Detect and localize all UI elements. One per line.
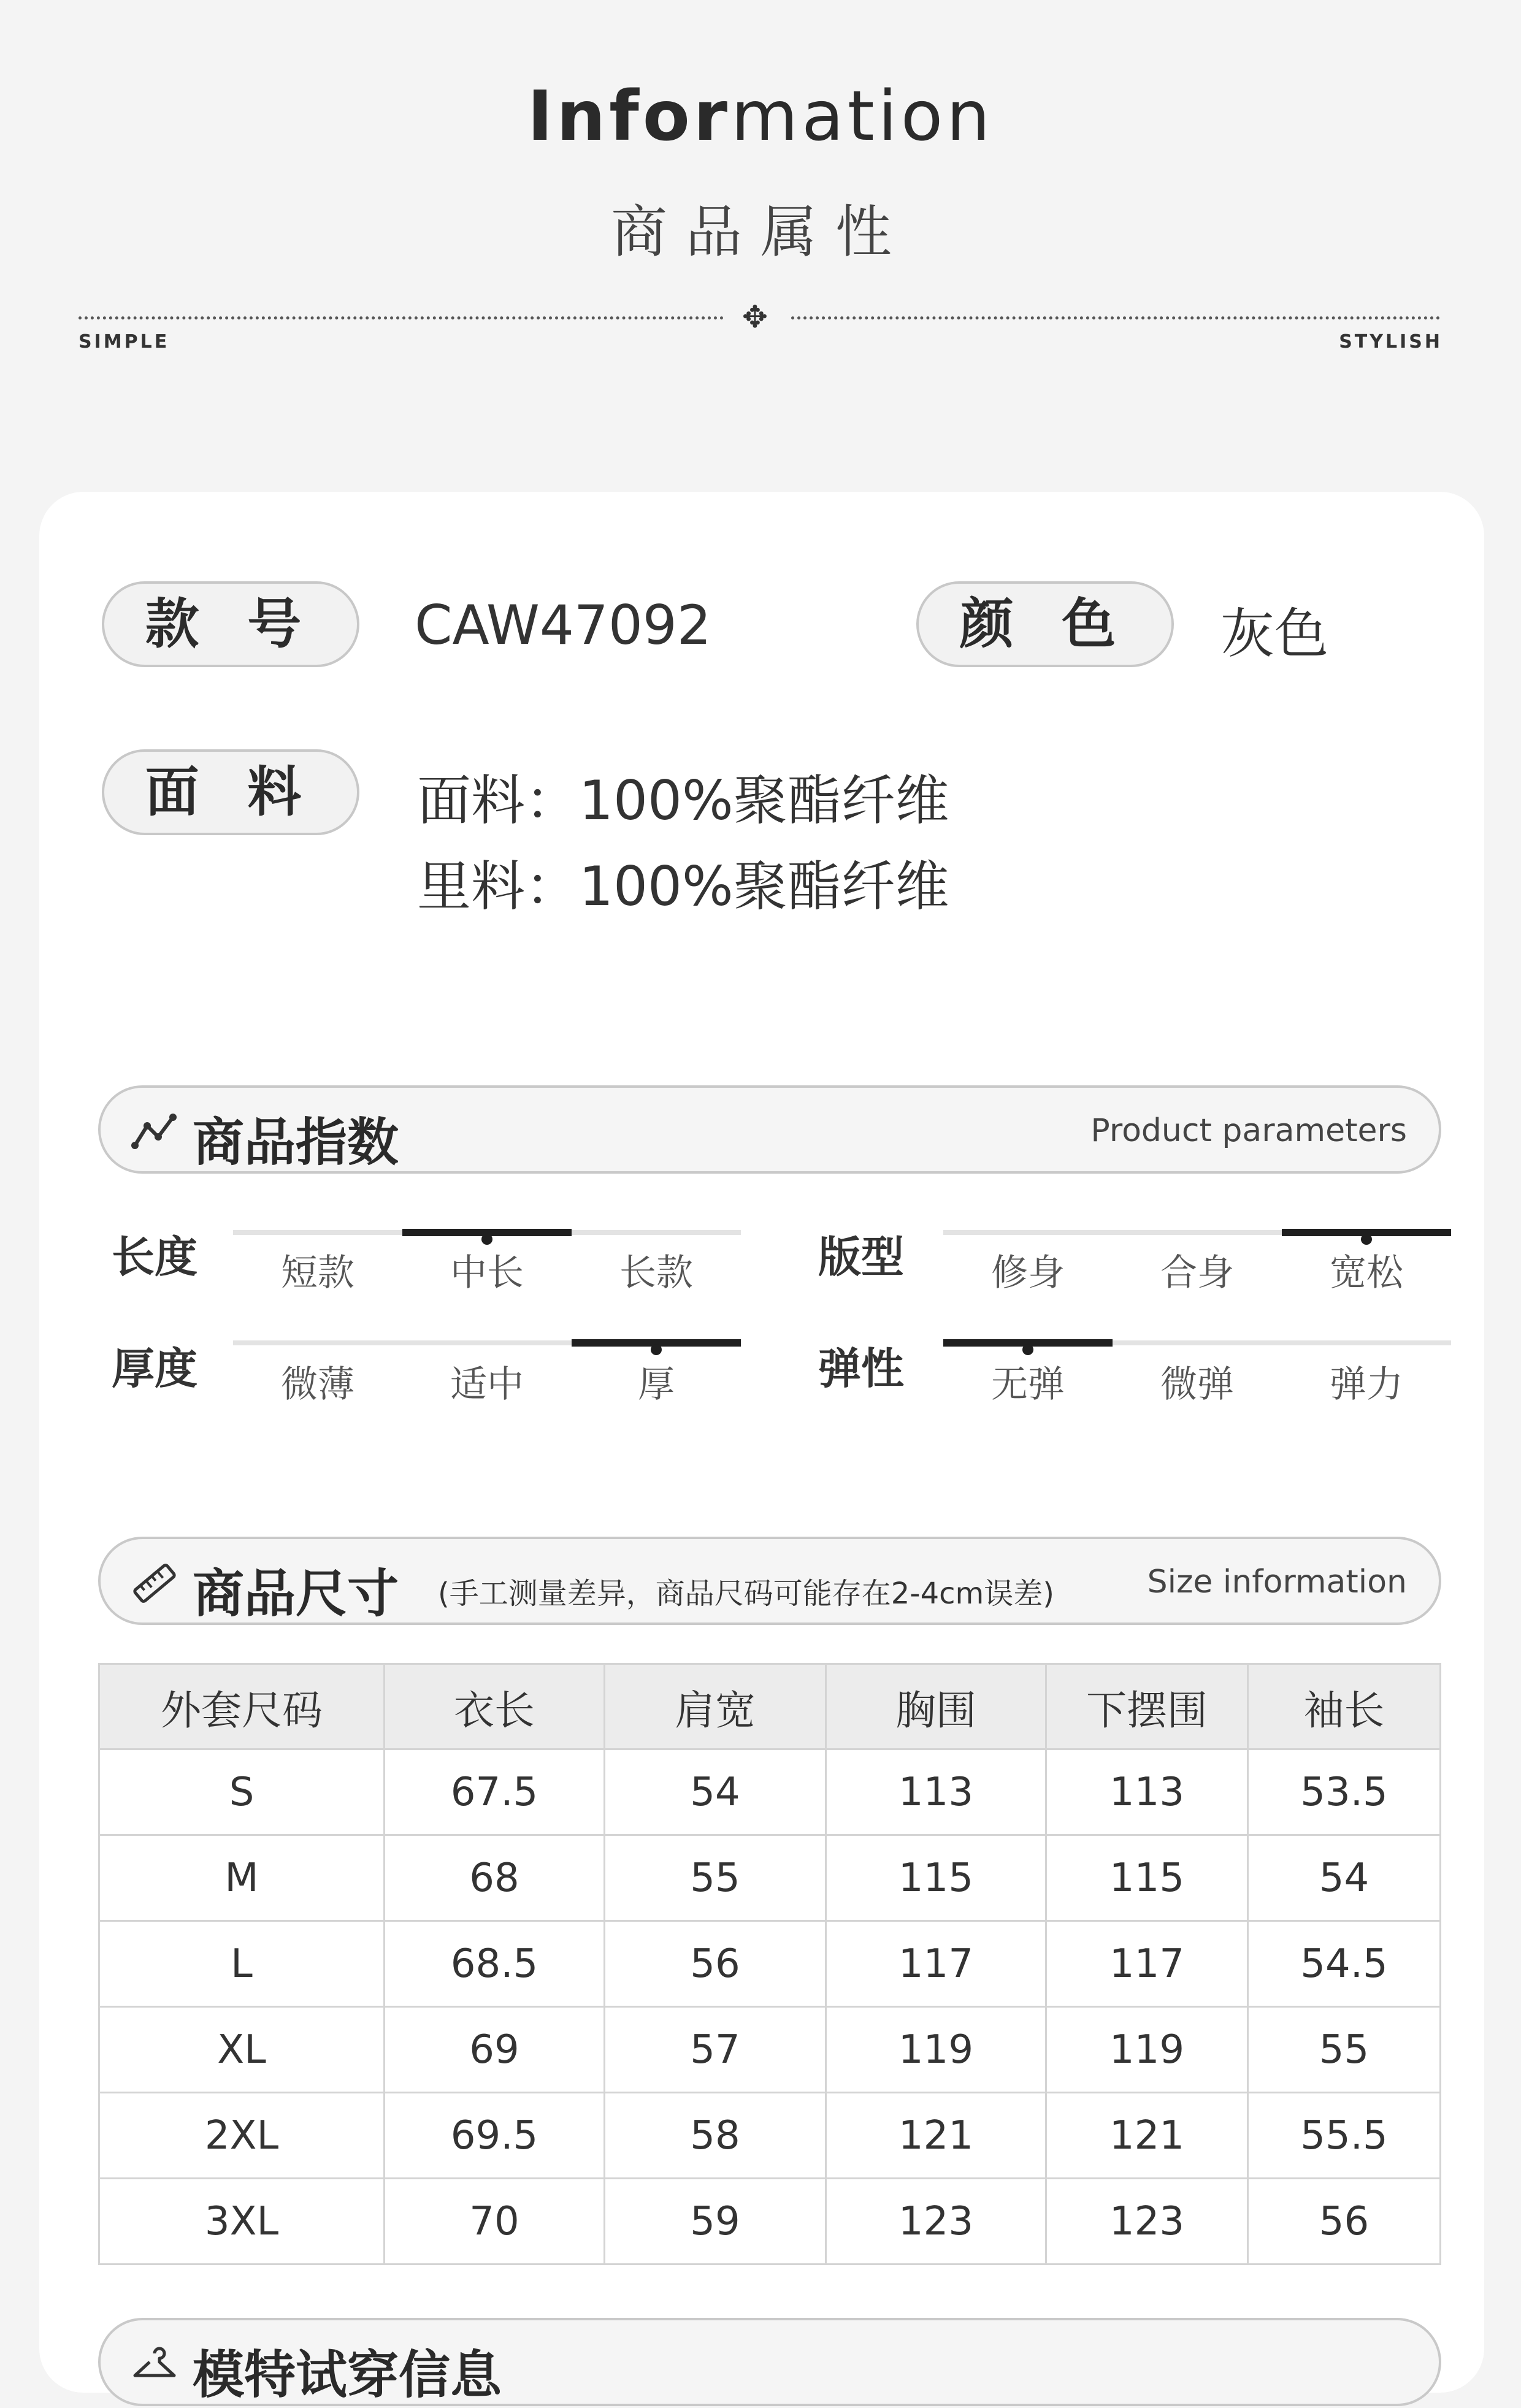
model-info-title: 模特试穿信息 [193, 2345, 502, 2405]
table-cell: 121 [1046, 2093, 1248, 2179]
model-info-bar [98, 2318, 1441, 2406]
scale-option: 厚 [638, 1363, 675, 1406]
simple-tag: SIMPLE [79, 331, 170, 353]
fabric-line-lining: 里料：100%聚酯纤维 [417, 855, 949, 918]
scale-marker-length [402, 1229, 572, 1236]
table-cell: 117 [826, 1921, 1046, 2007]
table-cell: S [99, 1749, 385, 1835]
header-cell: 衣长 [385, 1664, 605, 1749]
table-cell: 56 [605, 1921, 826, 2007]
cross-arrows-icon: ✥ [742, 299, 768, 335]
product-index-bar [98, 1085, 1441, 1174]
scale-label-elasticity: 弹性 [818, 1344, 904, 1394]
table-cell: 56 [1248, 2179, 1441, 2265]
table-row [99, 2179, 1441, 2265]
stylish-tag: STYLISH [1339, 331, 1442, 353]
table-cell: 55 [605, 1835, 826, 1921]
hanger-icon [131, 2345, 178, 2384]
scale-marker-elasticity [943, 1339, 1113, 1347]
table-cell: 53.5 [1248, 1749, 1441, 1835]
scale-option: 微薄 [281, 1363, 354, 1406]
table-cell: M [99, 1835, 385, 1921]
scale-option: 修身 [991, 1252, 1065, 1294]
table-cell: 54.5 [1248, 1921, 1441, 2007]
table-cell: 69 [385, 2007, 605, 2093]
style-no-label: 款 号 [102, 581, 359, 667]
table-cell: 113 [826, 1749, 1046, 1835]
table-row [99, 1749, 1441, 1835]
table-cell: 121 [826, 2093, 1046, 2179]
table-cell: 115 [1046, 1835, 1248, 1921]
table-cell: 54 [605, 1749, 826, 1835]
table-cell: 123 [1046, 2179, 1248, 2265]
fabric-label: 面 料 [102, 749, 359, 835]
table-cell: 54 [1248, 1835, 1441, 1921]
scale-marker-thickness [572, 1339, 741, 1347]
table-cell: 119 [826, 2007, 1046, 2093]
table-row [99, 2093, 1441, 2179]
scale-option: 宽松 [1330, 1252, 1403, 1294]
scale-line-fit [943, 1230, 1451, 1235]
scale-option: 无弹 [991, 1363, 1065, 1406]
title-rest-part: mation [731, 77, 994, 156]
product-index-title-en: Product parameters [1090, 1112, 1407, 1149]
table-cell: 68 [385, 1835, 605, 1921]
table-cell: L [99, 1921, 385, 2007]
scale-label-thickness: 厚度 [112, 1344, 197, 1394]
table-header-row [99, 1664, 1441, 1749]
title-bold-part: Infor [527, 77, 732, 156]
size-info-title-en: Size information [1147, 1564, 1407, 1600]
fabric-line-outer: 面料：100%聚酯纤维 [417, 769, 949, 832]
table-cell: 68.5 [385, 1921, 605, 2007]
table-cell: 67.5 [385, 1749, 605, 1835]
scale-option: 适中 [450, 1363, 524, 1406]
scale-line-elasticity [943, 1340, 1451, 1345]
table-cell: 55 [1248, 2007, 1441, 2093]
table-row [99, 2007, 1441, 2093]
table-cell: 113 [1046, 1749, 1248, 1835]
page-subtitle: 商品属性 [610, 199, 910, 265]
scale-option: 中长 [450, 1252, 524, 1294]
header-cell: 肩宽 [605, 1664, 826, 1749]
table-cell: 3XL [99, 2179, 385, 2265]
header-cell: 下摆围 [1046, 1664, 1248, 1749]
line-graph-icon [131, 1112, 178, 1152]
size-info-title: 商品尺寸 [193, 1564, 399, 1624]
table-cell: 2XL [99, 2093, 385, 2179]
table-row [99, 1835, 1441, 1921]
scale-line-length [233, 1230, 741, 1235]
scale-option: 短款 [281, 1252, 354, 1294]
scale-option: 微弹 [1160, 1363, 1234, 1406]
header-cell: 袖长 [1248, 1664, 1441, 1749]
scale-label-fit: 版型 [818, 1232, 904, 1282]
color-value: 灰色 [1220, 602, 1329, 665]
header-cell: 胸围 [826, 1664, 1046, 1749]
scale-marker-fit [1282, 1229, 1451, 1236]
product-index-title: 商品指数 [193, 1112, 399, 1172]
divider-right [791, 316, 1440, 319]
scale-option: 长款 [619, 1252, 693, 1294]
size-info-bar [98, 1537, 1441, 1625]
scale-option: 弹力 [1330, 1363, 1403, 1406]
scale-line-thickness [233, 1340, 741, 1345]
table-cell: 123 [826, 2179, 1046, 2265]
table-cell: 58 [605, 2093, 826, 2179]
table-cell: 57 [605, 2007, 826, 2093]
divider-left [79, 316, 724, 319]
table-cell: XL [99, 2007, 385, 2093]
table-cell: 115 [826, 1835, 1046, 1921]
table-cell: 119 [1046, 2007, 1248, 2093]
style-no-value: CAW47092 [415, 594, 711, 657]
table-cell: 59 [605, 2179, 826, 2265]
scale-option: 合身 [1160, 1252, 1234, 1294]
size-table [98, 1663, 1441, 2265]
ruler-icon [131, 1564, 178, 1603]
size-info-note: (手工测量差异，商品尺码可能存在2-4cm误差) [438, 1577, 1055, 1611]
page-title [0, 77, 1521, 156]
table-row [99, 1921, 1441, 2007]
color-label: 颜 色 [916, 581, 1174, 667]
table-cell: 55.5 [1248, 2093, 1441, 2179]
header-cell: 外套尺码 [99, 1664, 385, 1749]
scale-label-length: 长度 [112, 1232, 197, 1282]
table-cell: 70 [385, 2179, 605, 2265]
table-cell: 69.5 [385, 2093, 605, 2179]
table-cell: 117 [1046, 1921, 1248, 2007]
